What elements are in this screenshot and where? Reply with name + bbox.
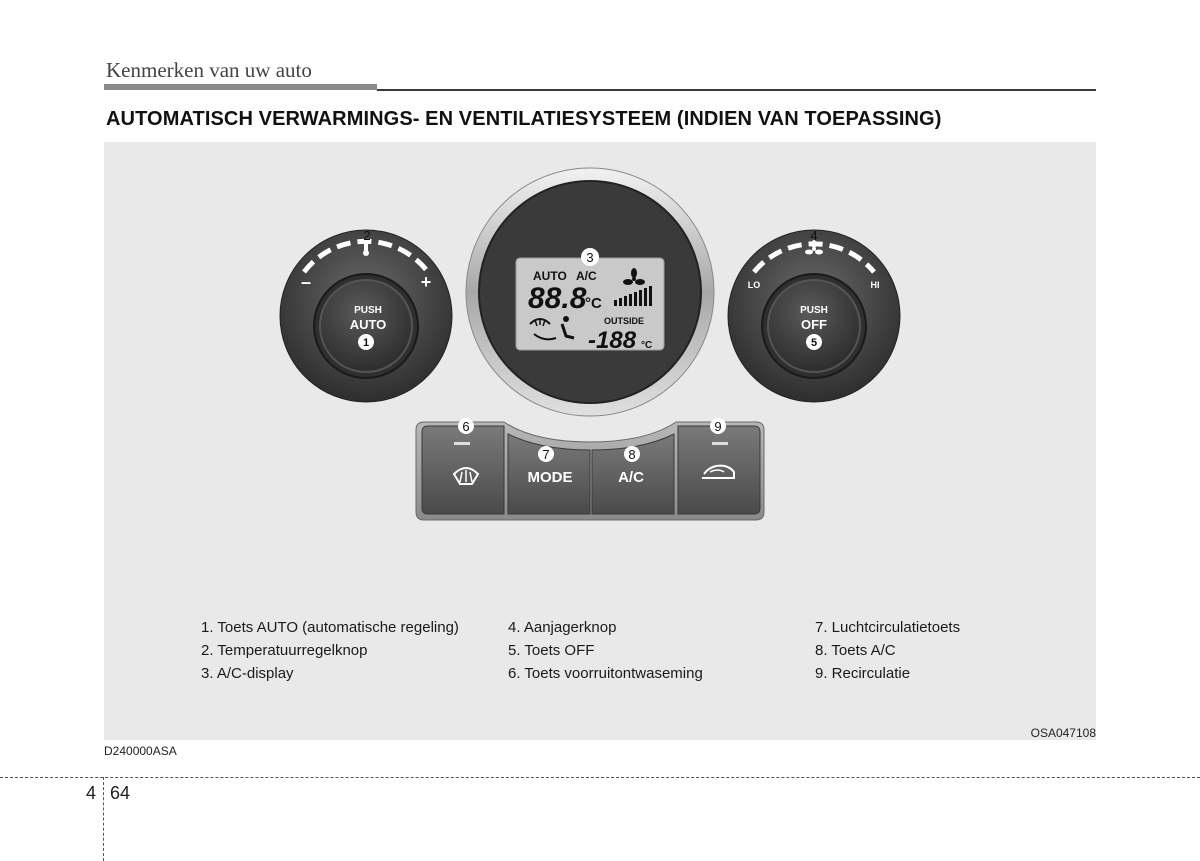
- fan-lo-label: LO: [747, 280, 761, 290]
- right-knob-callout: 4: [810, 228, 818, 243]
- legend-item: 8. Toets A/C: [815, 642, 896, 659]
- button-strip: [416, 418, 764, 520]
- temperature-knob[interactable]: [280, 228, 452, 402]
- off-callout: 5: [810, 337, 818, 349]
- ac-button-label: A/C: [618, 469, 644, 486]
- mode-button-label: MODE: [527, 469, 573, 486]
- legend-item: 1. Toets AUTO (automatische regeling): [201, 619, 459, 636]
- legend-column-3: [815, 616, 960, 685]
- footer-divider: [0, 777, 1200, 778]
- footer-vertical-divider: [103, 777, 104, 861]
- header-rule-thin: [377, 89, 1096, 91]
- fan-speed-knob[interactable]: [728, 228, 900, 402]
- legend-item: 3. A/C-display: [201, 665, 294, 682]
- temp-plus-label: +: [420, 272, 432, 292]
- document-code: D240000ASA: [104, 744, 177, 758]
- display-ac: A/C: [576, 269, 597, 283]
- legend-item: 6. Toets voorruitontwaseming: [508, 665, 703, 682]
- ac-display: [466, 168, 714, 416]
- defrost-callout: 6: [462, 419, 470, 434]
- legend-item: 2. Temperatuurregelknop: [201, 642, 368, 659]
- page-heading: AUTOMATISCH VERWARMINGS- EN VENTILATIESYSTEEM (INDIEN VAN TOEPASSING): [106, 108, 942, 130]
- defrost-indicator: [454, 442, 470, 445]
- legend-item: 5. Toets OFF: [508, 642, 595, 659]
- chapter-number: 4: [86, 783, 97, 803]
- legend-column-1: [201, 616, 459, 685]
- figure-code: OSA047108: [1030, 726, 1096, 740]
- auto-callout: 1: [362, 337, 370, 349]
- auto-button-label[interactable]: AUTO: [349, 317, 387, 332]
- fan-hi-label: HI: [870, 280, 880, 290]
- auto-push-label: PUSH: [354, 305, 382, 316]
- display-callout: 3: [586, 250, 594, 265]
- display-temp-unit: °C: [585, 295, 602, 312]
- off-button-label[interactable]: OFF: [801, 317, 827, 332]
- header-rule-thick: [104, 84, 377, 90]
- ac-callout: 8: [628, 447, 636, 462]
- legend-item: 9. Recirculatie: [815, 665, 911, 682]
- recirculation-callout: 9: [714, 419, 722, 434]
- temp-minus-label: –: [300, 272, 312, 292]
- mode-callout: 7: [542, 447, 550, 462]
- page-number: 64: [110, 783, 131, 803]
- defrost-button[interactable]: [422, 418, 504, 514]
- display-auto: AUTO: [533, 269, 567, 283]
- off-push-label: PUSH: [800, 305, 828, 316]
- display-outside: OUTSIDE: [604, 316, 645, 326]
- climate-control-figure: [104, 142, 1096, 740]
- display-outside-unit: °C: [641, 340, 653, 351]
- legend-item: 7. Luchtcirculatietoets: [815, 619, 961, 636]
- display-temperature: 88.8: [528, 282, 587, 315]
- legend-item: 4. Aanjagerknop: [508, 619, 617, 636]
- recirculation-indicator: [712, 442, 728, 445]
- legend-column-2: [508, 616, 703, 685]
- left-knob-callout: 2: [363, 228, 371, 243]
- section-title: Kenmerken van uw auto: [106, 58, 312, 82]
- recirculation-button[interactable]: [678, 418, 760, 514]
- display-outside-temp: -188: [588, 327, 637, 354]
